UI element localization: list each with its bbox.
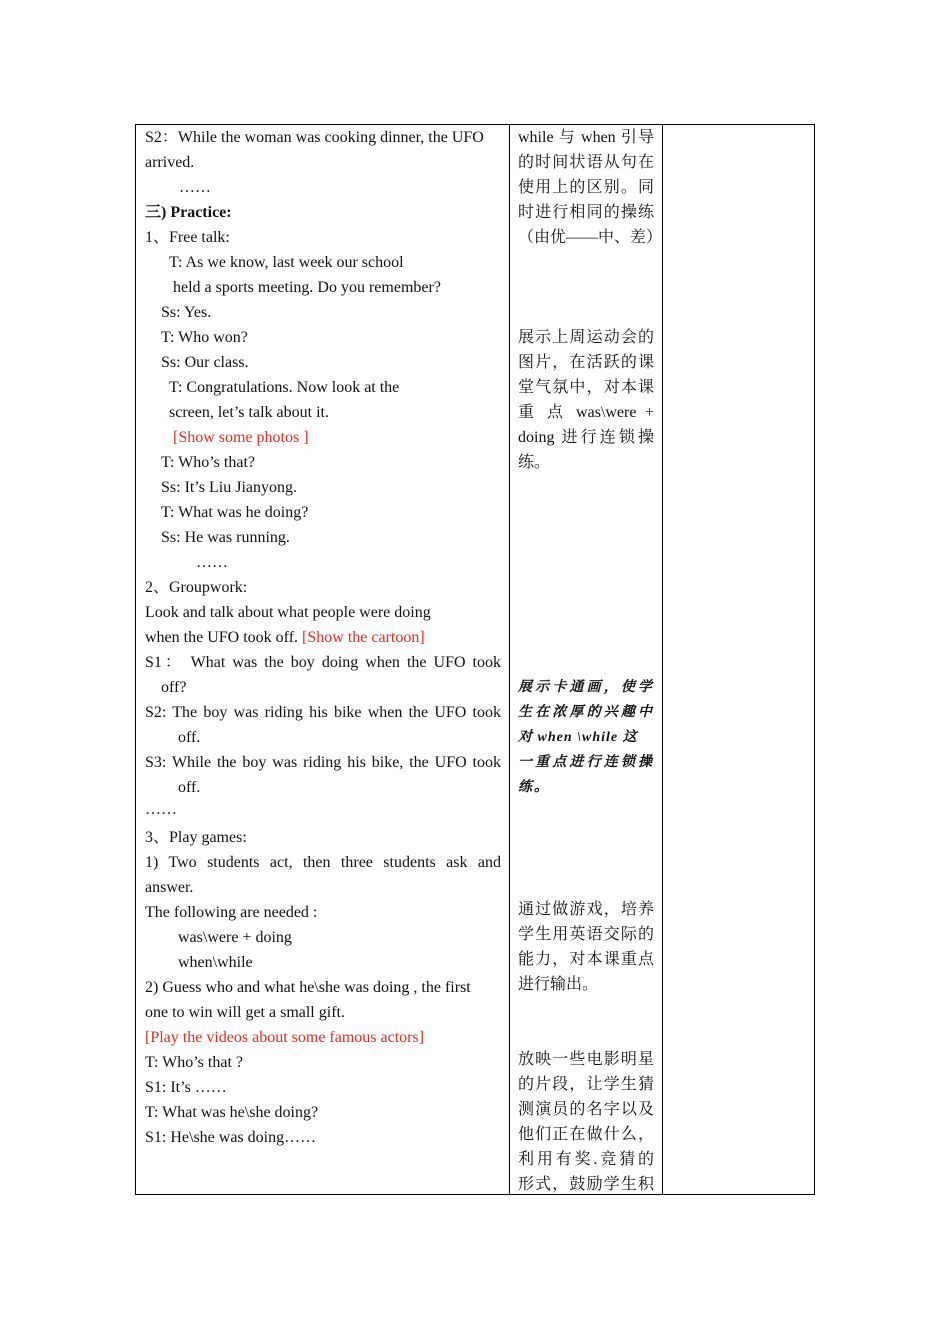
ellipsis: …… xyxy=(179,179,211,196)
procedure-line: held a sports meeting. Do you remember? xyxy=(173,279,441,296)
intent-line: 对 when \while 这 xyxy=(518,730,638,745)
procedure-line: 1) Two students act, then three students ask and xyxy=(145,854,501,871)
procedure-line: T: Congratulations. Now look at the xyxy=(169,379,400,396)
procedure-line: S1: He\she was doing…… xyxy=(145,1129,317,1146)
intent-line: 他们正在做什么， xyxy=(518,1126,654,1143)
procedure-line: 3、Play games: xyxy=(145,829,247,846)
intent-line: （由优——中、差） xyxy=(518,229,663,246)
procedure-line: T: What was he\she doing? xyxy=(145,1104,319,1121)
procedure-line: Ss: He was running. xyxy=(161,529,290,546)
design-intent-column xyxy=(510,125,663,1194)
procedure-line: S1: It’s …… xyxy=(145,1079,227,1096)
procedure-line: arrived. xyxy=(145,154,195,171)
procedure-line: S2：While the woman was cooking dinner, the UFO xyxy=(145,129,484,146)
intent-line: 利用有奖.竞猜的 xyxy=(518,1151,654,1168)
procedure-line: Ss: It’s Liu Jianyong. xyxy=(161,479,298,496)
intent-line: 一重点进行连锁操 xyxy=(518,755,654,770)
intent-line: 展示上周运动会的 xyxy=(518,329,654,346)
procedure-line: Ss: Our class. xyxy=(161,354,249,371)
procedure-line: S3: While the boy was riding his bike, the UFO took xyxy=(145,754,501,771)
procedure-line: when the UFO took off. [Show the cartoon] xyxy=(145,629,425,646)
procedure-line: T: Who’s that ? xyxy=(145,1054,243,1071)
section-heading-practice: 三) Practice: xyxy=(145,204,232,221)
intent-line: 形式，鼓励学生积 xyxy=(518,1176,654,1193)
procedure-line: screen, let’s talk about it. xyxy=(169,404,329,421)
procedure-line: The following are needed : xyxy=(145,904,318,921)
procedure-line: answer. xyxy=(145,879,194,896)
procedure-line: 1、Free talk: xyxy=(145,229,230,246)
procedure-line: was\were + doing xyxy=(178,929,292,946)
procedure-line: when\while xyxy=(178,954,253,971)
procedure-column xyxy=(136,125,510,1194)
intent-line: 能力，对本课重点 xyxy=(518,951,654,968)
intent-line: 时进行相同的操练 xyxy=(518,204,654,221)
intent-line: 的时间状语从句在 xyxy=(518,154,654,171)
ellipsis: …… xyxy=(196,554,228,571)
procedure-line: T: What was he doing? xyxy=(161,504,309,521)
procedure-line: T: Who’s that? xyxy=(161,454,255,471)
procedure-line: one to win will get a small gift. xyxy=(145,1004,345,1021)
intent-line: 的片段，让学生猜 xyxy=(518,1076,654,1093)
intent-line: 测演员的名字以及 xyxy=(518,1101,654,1118)
ellipsis: …… xyxy=(145,801,177,818)
intent-line: while 与 when 引导 xyxy=(518,129,654,146)
intent-line: 学生用英语交际的 xyxy=(518,926,654,943)
intent-line: doing 进行连锁操 xyxy=(518,429,654,446)
procedure-line: off? xyxy=(161,679,187,696)
stage-direction: [Show the cartoon] xyxy=(302,629,425,646)
intent-line: 放映一些电影明星 xyxy=(518,1051,654,1068)
procedure-line: 2、Groupwork: xyxy=(145,579,248,596)
intent-line: 图片，在活跃的课 xyxy=(518,354,654,371)
procedure-line: S2: The boy was riding his bike when the UFO took xyxy=(145,704,501,721)
intent-line: 通过做游戏，培养 xyxy=(518,901,654,918)
lesson-plan-table xyxy=(135,124,815,1195)
procedure-line: T: Who won? xyxy=(161,329,248,346)
intent-line: 练。 xyxy=(518,454,551,471)
procedure-line: T: As we know, last week our school xyxy=(169,254,404,271)
intent-line: 进行输出。 xyxy=(518,976,599,993)
procedure-line: off. xyxy=(178,729,201,746)
intent-line: 堂气氛中，对本课 xyxy=(518,379,654,396)
procedure-line: Look and talk about what people were doing xyxy=(145,604,431,621)
procedure-line: Ss: Yes. xyxy=(161,304,212,321)
intent-line: 生在浓厚的兴趣中 xyxy=(518,705,654,720)
stage-direction: [Play the videos about some famous actors] xyxy=(145,1029,425,1046)
procedure-line: 2) Guess who and what he\she was doing , the first xyxy=(145,979,471,996)
procedure-line: off. xyxy=(178,779,201,796)
intent-line: 练。 xyxy=(518,780,550,795)
intent-line: 使用上的区别。同 xyxy=(518,179,654,196)
notes-column xyxy=(663,125,814,1194)
procedure-line: S1： What was the boy doing when the UFO took xyxy=(145,654,501,671)
intent-line: 展示卡通画，使学 xyxy=(518,680,654,695)
intent-line: 重 点 was\were + xyxy=(518,404,654,421)
stage-direction: [Show some photos ] xyxy=(173,429,309,446)
